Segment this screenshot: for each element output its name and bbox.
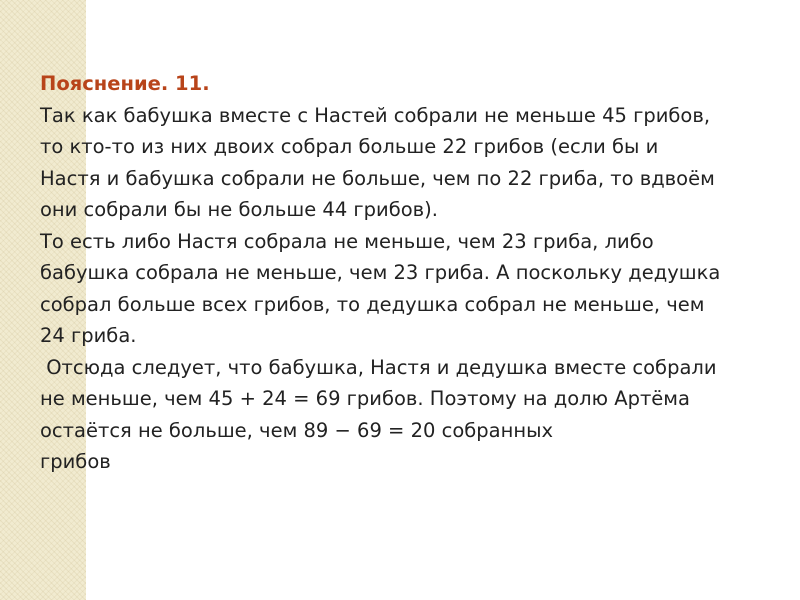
text-line-5: То есть либо Настя собрала не меньше, чем 23 гриба, либо [40, 229, 654, 253]
text-line-9: Отсюда следует, что бабушка, Настя и дедушка вместе собрали [40, 355, 717, 379]
text-line-12: грибов [40, 450, 111, 473]
explanation-text [40, 68, 790, 478]
text-line-11: остаётся не больше, чем 89 − 69 = 20 собранных [40, 418, 554, 442]
text-line-1: Так как бабушка вместе с Настей собрали не меньше 45 грибов, [40, 103, 711, 127]
text-line-10: не меньше, чем 45 + 24 = 69 грибов. Поэтому на долю Артёма [40, 387, 690, 410]
text-line-3: Настя и бабушка собрали не больше, чем по 22 гриба, то вдвоём [40, 166, 715, 190]
text-line-4: они собрали бы не больше 44 грибов). [40, 198, 438, 221]
text-line-6: бабушка собрала не меньше, чем 23 гриба. А поскольку дедушка [40, 261, 721, 284]
text-line-7: собрал больше всех грибов, то дедушка собрал не меньше, чем [40, 292, 705, 316]
text-line-2: то кто-то из них двоих собрал больше 22 грибов (если бы и [40, 135, 659, 158]
text-line-8: 24 гриба. [40, 324, 137, 347]
explanation-heading: Пояснение. 11. [40, 72, 210, 95]
